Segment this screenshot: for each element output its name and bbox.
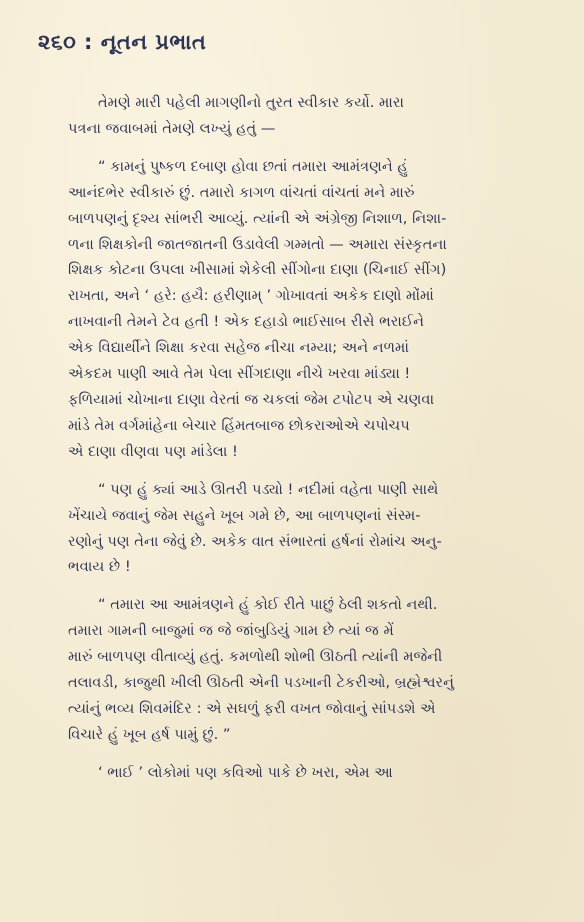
- text-line: “ પણ હું ક્યાં આડે ઊતરી પડ્યો ! નદીમાં વહેતા પાણી સાથે: [98, 480, 439, 498]
- book-title: નૂતન પ્રભાત: [100, 30, 207, 54]
- text-line: માંડે તેમ વર્ગમાંહેના બેચાર હિંમતબાજ છોકરાઓએ ચપોચપ: [68, 416, 410, 434]
- paragraph: [68, 154, 538, 465]
- paragraph: [68, 760, 538, 786]
- text-line: તમારા ગામની બાજુમાં જ જે જાંબુડિયું ગામ છે ત્યાં જ મેં: [68, 622, 394, 640]
- text-line: મારું બાળપણ વીતાવ્યું હતું. કમળોથી શોભી ઊઠતી ત્યાંની મજેની: [68, 648, 443, 666]
- text-line: તેમણે મારી પહેલી માગણીનો તુરત સ્વીકાર કર્યો. મારા: [98, 94, 404, 111]
- text-line: તલાવડી, કાજુથી ખીલી ઊઠતી એની પડખાની ટેકરીઓ, બ્રહ્મેશ્વરનું: [68, 674, 454, 692]
- text-line: ફળિયામાં ચોખાના દાણા વેરતાં જ ચકલાં જેમ ટપોટપ એ ચણવા: [68, 390, 435, 408]
- paragraph: [68, 477, 538, 581]
- text-line: શિક્ષક કોટના ઉપલા ખીસામાં શેકેલી સીંગોના દાણા (ચિનાઈ સીંગ): [68, 261, 447, 279]
- text-line: એક વિદ્યાર્થીને શિક્ષા કરવા સહેજ નીચા નમ્યા; અને નળમાં: [68, 339, 409, 357]
- text-line: વિચારે હું ખૂબ હર્ષ પામું છું. ”: [68, 725, 231, 743]
- page-body: [68, 90, 538, 798]
- text-line: પત્રના જવાબમાં તેમણે લખ્યું હતું —: [68, 119, 276, 137]
- page-number: ૨૬૦: [38, 30, 77, 54]
- text-line: ‘ ભાઈ ’ લોકોમાં પણ કવિઓ પાકે છે ખરા, એમ આ: [98, 763, 393, 781]
- text-line: ળના શિક્ષકોની જાતજાતની ઉડાવેલી ગમ્મતો — અમારા સંસ્કૃતના: [68, 235, 447, 253]
- text-line: બાળપણનું દૃશ્ય સાંભરી આવ્યું. ત્યાંની એ અંગ્રેજી નિશાળ, નિશા-: [68, 209, 447, 227]
- page-header: [38, 30, 206, 55]
- text-line: રાખતા, અને ‘ હરે: હયૈ: હરીણામ્ ’ ગોખાવતાં અકેક દાણો મોંમાં: [68, 287, 434, 305]
- text-line: એકદમ પાણી આવે તેમ પેલા સીંગદાણા નીચે ખરવા માંડ્યા !: [68, 365, 411, 383]
- text-line: ખેંચાયે જવાનું જેમ સહુને ખૂબ ગમે છે, આ બાળપણનાં સંસ્મ-: [68, 506, 421, 524]
- text-line: એ દાણા વીણવા પણ માંડેલા !: [68, 442, 238, 460]
- paragraph: [68, 90, 538, 142]
- text-line: રણોનું પણ તેના જેવું છે. અકેક વાત સંભારતાં હર્ષનાં રોમાંચ અનુ-: [68, 532, 442, 550]
- header-separator: :: [84, 30, 93, 54]
- text-line: નાખવાની તેમને ટેવ હતી ! એક દહાડો ભાઈસાબ રીસે ભરાઈને: [68, 313, 424, 331]
- text-line: ત્યાંનું ભવ્ય શિવમંદિર : એ સઘળું ફરી વખત જોવાનું સાંપડશે એ: [68, 699, 436, 717]
- paragraph: [68, 592, 538, 747]
- text-line: આનંદભેર સ્વીકારું છું. તમારો કાગળ વાંચતાં વાંચતાં મને મારું: [68, 183, 415, 201]
- text-line: “ કામનું પુષ્કળ દબાણ હોવા છતાં તમારા આમંત્રણને હું: [98, 157, 408, 175]
- text-line: “ તમારા આ આમંત્રણને હું કોઈ રીતે પાછું ઠેલી શકતો નથી.: [98, 596, 438, 614]
- text-line: ભવાય છે !: [68, 558, 131, 576]
